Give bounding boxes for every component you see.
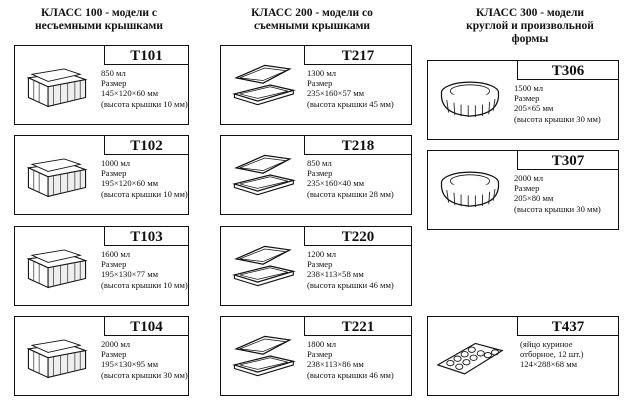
product-description bbox=[520, 339, 584, 370]
product-note: (высота крышки 46 мм) bbox=[307, 369, 394, 380]
tray-fixed-lid-icon bbox=[19, 331, 95, 381]
product-volume: 1300 мл bbox=[307, 68, 337, 78]
round-container-icon bbox=[432, 165, 508, 215]
product-card-t220 bbox=[220, 226, 412, 306]
product-size-label: Размер bbox=[101, 78, 127, 89]
product-card-t101 bbox=[14, 45, 189, 125]
product-dims: 238×113×58 мм bbox=[307, 269, 364, 280]
product-note: (высота крышки 10 мм) bbox=[101, 279, 188, 290]
product-code: T218 bbox=[304, 135, 412, 155]
product-code: T103 bbox=[104, 226, 189, 246]
product-volume: (яйцо куриное bbox=[520, 339, 573, 349]
product-dims: 238×113×86 мм bbox=[307, 359, 364, 370]
column-title-line3: формы bbox=[511, 33, 549, 45]
product-size-label: Размер bbox=[307, 168, 333, 179]
product-dims: 205×65 мм bbox=[514, 103, 554, 114]
column-title-line2: круглой и произвольной bbox=[466, 20, 594, 32]
product-volume: 1200 мл bbox=[307, 249, 337, 259]
tray-removable-lid-icon bbox=[225, 331, 301, 381]
product-volume: 850 мл bbox=[101, 68, 126, 78]
product-description bbox=[101, 68, 188, 109]
column-header-class-300 bbox=[440, 7, 620, 46]
product-size-label: Размер bbox=[307, 349, 333, 360]
tray-removable-lid-icon bbox=[225, 150, 301, 200]
product-note: (высота крышки 46 мм) bbox=[307, 279, 394, 290]
product-volume: 2000 мл bbox=[514, 173, 544, 183]
column-header-class-200 bbox=[222, 7, 402, 33]
product-note: (высота крышки 30 мм) bbox=[101, 369, 188, 380]
product-dims: 205×80 мм bbox=[514, 193, 554, 204]
product-card-t103 bbox=[14, 226, 189, 306]
product-card-t217 bbox=[220, 45, 412, 125]
product-dims: 145×120×60 мм bbox=[101, 88, 159, 99]
product-description bbox=[101, 249, 188, 290]
product-code: T101 bbox=[104, 45, 189, 65]
product-size-label: Размер bbox=[307, 78, 333, 89]
tray-removable-lid-icon bbox=[225, 60, 301, 110]
product-card-t437 bbox=[427, 316, 619, 396]
product-card-t104 bbox=[14, 316, 189, 396]
column-title-line2: несъемными крышками bbox=[35, 20, 163, 32]
product-code: T220 bbox=[304, 226, 412, 246]
product-size-label: Размер bbox=[101, 349, 127, 360]
product-note: 124×288×68 мм bbox=[520, 359, 578, 370]
product-size-label: Размер bbox=[307, 259, 333, 270]
column-header-class-100 bbox=[14, 7, 184, 33]
column-title-line1: КЛАСС 300 - модели bbox=[475, 7, 585, 19]
product-card-t306 bbox=[427, 60, 619, 140]
product-note: (высота крышки 10 мм) bbox=[101, 188, 188, 199]
product-dims: 195×120×60 мм bbox=[101, 178, 159, 189]
column-title-line2: съемными крышками bbox=[253, 20, 371, 32]
product-card-t102 bbox=[14, 135, 189, 215]
product-description bbox=[307, 68, 394, 109]
product-code: T102 bbox=[104, 135, 189, 155]
product-volume: 850 мл bbox=[307, 158, 332, 168]
product-dims: 235×160×57 мм bbox=[307, 88, 365, 99]
round-container-icon bbox=[432, 75, 508, 125]
product-description bbox=[514, 83, 601, 124]
product-description bbox=[101, 158, 188, 199]
product-code: T217 bbox=[304, 45, 412, 65]
product-description bbox=[307, 339, 394, 380]
product-dims: 195×130×95 мм bbox=[101, 359, 159, 370]
product-size-label: отборное, 12 шт.) bbox=[520, 349, 584, 360]
product-description bbox=[307, 158, 394, 199]
product-volume: 1600 мл bbox=[101, 249, 131, 259]
product-size-label: Размер bbox=[514, 183, 540, 194]
column-title-line1: КЛАСС 100 - модели с bbox=[40, 7, 158, 19]
tray-fixed-lid-icon bbox=[19, 150, 95, 200]
product-size-label: Размер bbox=[101, 259, 127, 270]
product-code: T307 bbox=[517, 150, 619, 170]
product-description bbox=[514, 173, 601, 214]
product-description bbox=[101, 339, 188, 380]
product-note: (высота крышки 30 мм) bbox=[514, 203, 601, 214]
product-note: (высота крышки 10 мм) bbox=[101, 98, 188, 109]
product-code: T104 bbox=[104, 316, 189, 336]
tray-fixed-lid-icon bbox=[19, 241, 95, 291]
product-card-t307 bbox=[427, 150, 619, 230]
product-code: T221 bbox=[304, 316, 412, 336]
product-card-t221 bbox=[220, 316, 412, 396]
tray-fixed-lid-icon bbox=[19, 60, 95, 110]
product-size-label: Размер bbox=[514, 93, 540, 104]
product-volume: 1500 мл bbox=[514, 83, 544, 93]
product-size-label: Размер bbox=[101, 168, 127, 179]
product-volume: 1800 мл bbox=[307, 339, 337, 349]
column-title-line1: КЛАСС 200 - модели со bbox=[251, 7, 373, 19]
product-description bbox=[307, 249, 394, 290]
egg-tray-icon bbox=[432, 331, 508, 381]
tray-removable-lid-icon bbox=[225, 241, 301, 291]
product-card-t218 bbox=[220, 135, 412, 215]
product-note: (высота крышки 30 мм) bbox=[514, 113, 601, 124]
product-note: (высота крышки 45 мм) bbox=[307, 98, 394, 109]
product-code: T437 bbox=[517, 316, 619, 336]
product-dims: 195×130×77 мм bbox=[101, 269, 159, 280]
product-note: (высота крышки 28 мм) bbox=[307, 188, 394, 199]
product-volume: 1000 мл bbox=[101, 158, 131, 168]
product-volume: 2000 мл bbox=[101, 339, 131, 349]
product-dims: 235×160×40 мм bbox=[307, 178, 365, 189]
product-code: T306 bbox=[517, 60, 619, 80]
